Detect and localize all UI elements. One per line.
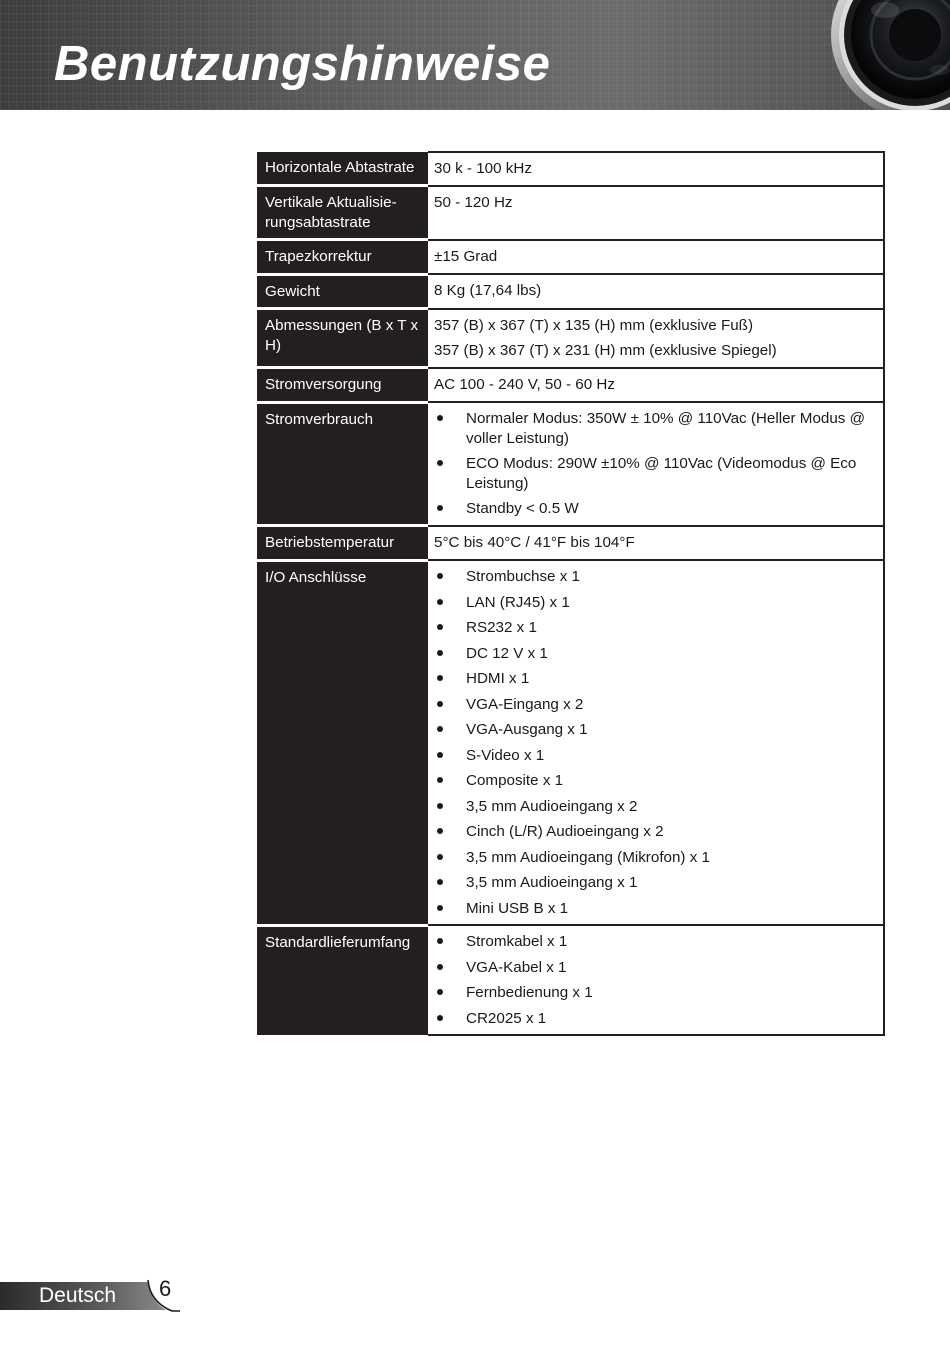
spec-value	[428, 309, 884, 368]
list-item: Mini USB B x 1	[434, 899, 875, 919]
spec-label: Stromverbrauch	[257, 402, 428, 526]
spec-value	[428, 402, 884, 526]
list-item: Cinch (L/R) Audioeingang x 2	[434, 822, 875, 842]
list-item: Normaler Modus: 350W ± 10% @ 110Vac (Heller Modus @ voller Leistung)	[434, 409, 875, 448]
spec-label: Betriebstemperatur	[257, 526, 428, 561]
spec-label: Standardlieferumfang	[257, 925, 428, 1035]
page-number: 6	[159, 1276, 172, 1301]
spec-table	[257, 151, 885, 1036]
spec-value-line: 5°C bis 40°C / 41°F bis 104°F	[434, 533, 635, 551]
list-item: Stromkabel x 1	[434, 932, 875, 952]
spec-value-line: AC 100 - 240 V, 50 - 60 Hz	[434, 375, 615, 393]
page-title: Benutzungshinweise	[54, 37, 551, 91]
spec-row-keystone	[257, 240, 884, 275]
list-item: 3,5 mm Audioeingang (Mikrofon) x 1	[434, 848, 875, 868]
spec-value	[428, 240, 884, 275]
list-item: VGA-Kabel x 1	[434, 958, 875, 978]
list-item: S-Video x 1	[434, 746, 875, 766]
spec-label: Vertikale Aktualisie-rungsabtastrate	[257, 186, 428, 240]
projector-lens-image	[780, 0, 950, 110]
spec-row-vertical-refresh	[257, 186, 884, 240]
spec-value-line: 357 (B) x 367 (T) x 135 (H) mm (exklusive Fuß)	[434, 316, 754, 334]
spec-value-line: 50 - 120 Hz	[434, 193, 513, 211]
list-item: CR2025 x 1	[434, 1009, 875, 1029]
spec-row-power-supply	[257, 368, 884, 403]
spec-row-operating-temperature	[257, 526, 884, 561]
bullet-list	[434, 932, 875, 1028]
list-item: ECO Modus: 290W ±10% @ 110Vac (Videomodus @ Eco Leistung)	[434, 454, 875, 493]
bullet-list	[434, 409, 875, 519]
spec-label: Stromversorgung	[257, 368, 428, 403]
header-banner	[0, 0, 950, 110]
spec-value-line: 8 Kg (17,64 lbs)	[434, 282, 542, 299]
spec-row-io-ports	[257, 560, 884, 925]
list-item: HDMI x 1	[434, 669, 875, 689]
list-item: Fernbedienung x 1	[434, 983, 875, 1003]
spec-value	[428, 560, 884, 925]
spec-value-line: 357 (B) x 367 (T) x 231 (H) mm (exklusive Spiegel)	[434, 342, 777, 359]
spec-value	[428, 925, 884, 1035]
spec-label: Abmessungen (B x T x H)	[257, 309, 428, 368]
spec-label: Gewicht	[257, 274, 428, 309]
spec-label: I/O Anschlüsse	[257, 560, 428, 925]
spec-value	[428, 526, 884, 561]
spec-value	[428, 368, 884, 403]
bullet-list	[434, 567, 875, 918]
spec-value	[428, 274, 884, 309]
list-item: Strombuchse x 1	[434, 567, 875, 587]
spec-label: Trapezkorrektur	[257, 240, 428, 275]
list-item: RS232 x 1	[434, 618, 875, 638]
spec-value	[428, 152, 884, 186]
spec-row-dimensions	[257, 309, 884, 368]
spec-row-power-consumption	[257, 402, 884, 526]
spec-value	[428, 186, 884, 240]
list-item: VGA-Eingang x 2	[434, 695, 875, 715]
list-item: DC 12 V x 1	[434, 644, 875, 664]
list-item: VGA-Ausgang x 1	[434, 720, 875, 740]
spec-row-weight	[257, 274, 884, 309]
list-item: Standby < 0.5 W	[434, 499, 875, 519]
list-item: Composite x 1	[434, 771, 875, 791]
list-item: 3,5 mm Audioeingang x 2	[434, 797, 875, 817]
spec-value-line: ±15 Grad	[434, 247, 498, 265]
spec-value-line: 30 k - 100 kHz	[434, 160, 532, 177]
spec-row-standard-accessories	[257, 925, 884, 1035]
list-item: 3,5 mm Audioeingang x 1	[434, 873, 875, 893]
list-item: LAN (RJ45) x 1	[434, 593, 875, 613]
footer-language-label: Deutsch	[39, 1284, 117, 1307]
spec-row-horizontal-scan	[257, 152, 884, 186]
spec-label: Horizontale Abtastrate	[257, 152, 428, 186]
